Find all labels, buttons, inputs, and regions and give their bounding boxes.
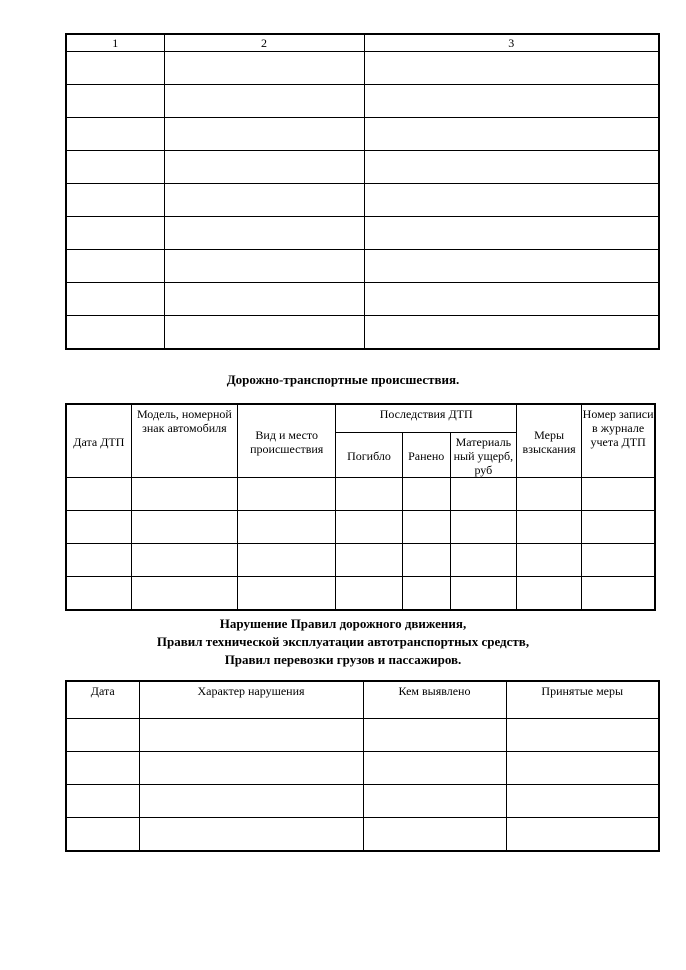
column-header-detected-by: Кем выявлено (363, 681, 506, 719)
table-row (66, 85, 659, 118)
table-cell[interactable] (238, 477, 336, 510)
table-cell[interactable] (363, 785, 506, 818)
table-cell[interactable] (582, 543, 655, 576)
table-row (66, 752, 659, 785)
column-header-date: Дата (66, 681, 139, 719)
table-cell[interactable] (164, 151, 364, 184)
table-cell[interactable] (238, 510, 336, 543)
table-row (66, 818, 659, 852)
table-cell[interactable] (66, 316, 164, 350)
column-header: 2 (164, 34, 364, 52)
table-cell[interactable] (131, 543, 237, 576)
table-cell[interactable] (238, 543, 336, 576)
table-cell[interactable] (450, 477, 516, 510)
table-row (66, 543, 655, 576)
table-cell[interactable] (139, 818, 363, 852)
table-cell[interactable] (506, 785, 659, 818)
header-row (66, 404, 655, 432)
table-cell[interactable] (238, 576, 336, 610)
table-cell[interactable] (582, 477, 655, 510)
table-cell[interactable] (66, 543, 131, 576)
table-cell[interactable] (164, 52, 364, 85)
table-cell[interactable] (517, 477, 582, 510)
table-cell[interactable] (363, 719, 506, 752)
table-row (66, 118, 659, 151)
table-row (66, 477, 655, 510)
table-cell[interactable] (139, 785, 363, 818)
numbered-table (65, 33, 660, 350)
table-cell[interactable] (363, 818, 506, 852)
table-cell[interactable] (506, 752, 659, 785)
table-cell[interactable] (364, 85, 659, 118)
table-cell[interactable] (139, 719, 363, 752)
table-cell[interactable] (164, 283, 364, 316)
table-row (66, 52, 659, 85)
table-cell[interactable] (363, 752, 506, 785)
column-header-killed: Погибло (336, 432, 402, 477)
table-cell[interactable] (450, 510, 516, 543)
column-header-nature: Характер нарушения (139, 681, 363, 719)
column-header-damage: Материаль ный ущерб, руб (450, 432, 516, 477)
table-cell[interactable] (364, 151, 659, 184)
column-header-record: Номер записи в журнале учета ДТП (582, 404, 655, 477)
table-cell[interactable] (450, 543, 516, 576)
table-cell[interactable] (66, 250, 164, 283)
table-cell[interactable] (66, 217, 164, 250)
table-cell[interactable] (506, 719, 659, 752)
column-header-injured: Ранено (402, 432, 450, 477)
table-row (66, 184, 659, 217)
table-cell[interactable] (66, 283, 164, 316)
table-cell[interactable] (66, 576, 131, 610)
accidents-table (65, 403, 656, 611)
table-cell[interactable] (66, 510, 131, 543)
title-line: Правил перевозки грузов и пассажиров. (224, 652, 462, 667)
column-header-date: Дата ДТП (66, 404, 131, 477)
column-header-model: Модель, номерной знак автомобиля (131, 404, 237, 477)
column-header: 1 (66, 34, 164, 52)
table-cell[interactable] (66, 477, 131, 510)
table-cell[interactable] (364, 283, 659, 316)
table-row (66, 283, 659, 316)
table-cell[interactable] (582, 510, 655, 543)
table-cell[interactable] (402, 576, 450, 610)
table-cell[interactable] (66, 719, 139, 752)
table-cell[interactable] (402, 510, 450, 543)
table-cell[interactable] (364, 52, 659, 85)
table-cell[interactable] (131, 576, 237, 610)
column-header-place: Вид и место происшествия (238, 404, 336, 477)
table-cell[interactable] (66, 752, 139, 785)
table-row (66, 510, 655, 543)
table-cell[interactable] (164, 184, 364, 217)
table-cell[interactable] (164, 85, 364, 118)
violations-table (65, 680, 660, 852)
table-row (66, 217, 659, 250)
title-line: Нарушение Правил дорожного движения, (219, 616, 467, 631)
header-row (66, 681, 659, 719)
table-row (66, 316, 659, 350)
table-row (66, 250, 659, 283)
table-cell[interactable] (66, 118, 164, 151)
table-cell[interactable] (336, 576, 402, 610)
table-cell[interactable] (66, 184, 164, 217)
table-cell[interactable] (450, 576, 516, 610)
table-cell[interactable] (66, 151, 164, 184)
table-row (66, 719, 659, 752)
table-cell[interactable] (336, 477, 402, 510)
column-header-measures: Меры взыскания (517, 404, 582, 477)
table-cell[interactable] (517, 510, 582, 543)
table-cell[interactable] (66, 818, 139, 852)
table-row (66, 785, 659, 818)
column-header-consequences: Последствия ДТП (336, 404, 517, 432)
table-cell[interactable] (336, 543, 402, 576)
table-cell[interactable] (66, 52, 164, 85)
table-cell[interactable] (139, 752, 363, 785)
table-cell[interactable] (582, 576, 655, 610)
header-row (66, 34, 659, 52)
column-header-measures: Принятые меры (506, 681, 659, 719)
table-cell[interactable] (506, 818, 659, 852)
table-cell[interactable] (66, 85, 164, 118)
table-cell[interactable] (66, 785, 139, 818)
table-cell[interactable] (131, 477, 237, 510)
table-cell[interactable] (402, 543, 450, 576)
table-cell[interactable] (164, 316, 364, 350)
table-cell[interactable] (517, 576, 582, 610)
table-cell[interactable] (336, 510, 402, 543)
table-cell[interactable] (517, 543, 582, 576)
column-header: 3 (364, 34, 659, 52)
table-row (66, 576, 655, 610)
table-cell[interactable] (402, 477, 450, 510)
table-cell[interactable] (164, 250, 364, 283)
table-cell[interactable] (364, 118, 659, 151)
table-cell[interactable] (164, 217, 364, 250)
table-cell[interactable] (131, 510, 237, 543)
table-cell[interactable] (364, 184, 659, 217)
section-title-violations (0, 615, 686, 669)
table-cell[interactable] (364, 250, 659, 283)
table-row (66, 151, 659, 184)
section-title-accidents: Дорожно-транспортные происшествия. (226, 372, 460, 387)
title-line: Правил технической эксплуатации автотранспортных средств, (156, 634, 530, 649)
table-cell[interactable] (164, 118, 364, 151)
table-cell[interactable] (364, 316, 659, 350)
table-cell[interactable] (364, 217, 659, 250)
